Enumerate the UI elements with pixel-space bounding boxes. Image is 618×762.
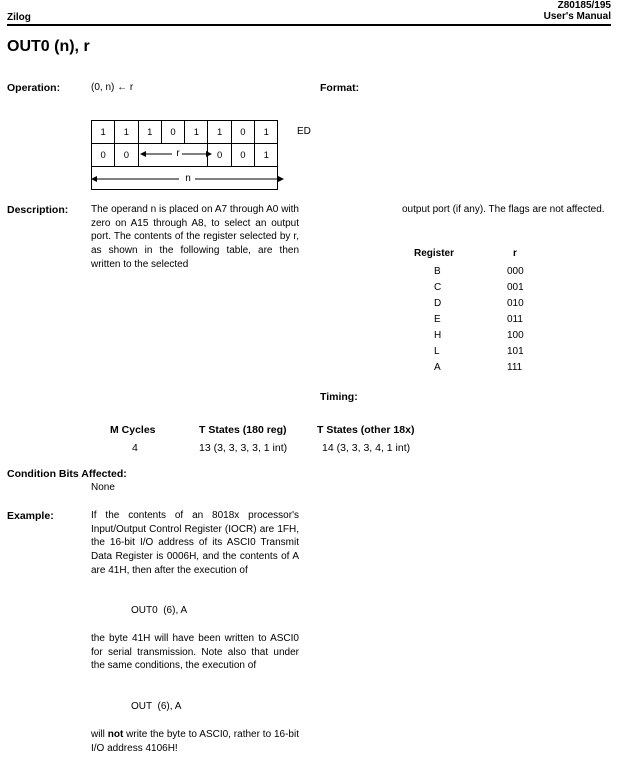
register-code: 000 bbox=[507, 266, 524, 277]
bit-cell: 1 bbox=[185, 121, 208, 144]
page-title: OUT0 (n), r bbox=[7, 38, 90, 55]
bit-cell: 0 bbox=[115, 144, 138, 167]
register-name: H bbox=[434, 330, 442, 341]
timing-label: Timing: bbox=[320, 391, 358, 403]
description-label: Description: bbox=[7, 204, 69, 216]
register-code: 011 bbox=[507, 314, 523, 325]
timing-value-mcycles: 4 bbox=[132, 442, 138, 454]
register-name: B bbox=[434, 266, 441, 277]
register-name: L bbox=[434, 346, 440, 357]
register-code: 100 bbox=[507, 330, 524, 341]
timing-header-mcycles: M Cycles bbox=[110, 424, 156, 436]
bit-cell: 1 bbox=[208, 121, 231, 144]
bit-cell: 1 bbox=[92, 121, 115, 144]
condition-bits-label: Condition Bits Affected: bbox=[7, 468, 127, 480]
example-paragraph-3-post: write the byte to ASCI0, rather to 16-bit I/O address 4106H! bbox=[91, 729, 299, 754]
register-name: A bbox=[434, 362, 441, 373]
example-paragraph-3-pre: will bbox=[91, 729, 108, 740]
description-text-col1: The operand n is placed on A7 through A0 with zero on A15 through A8, to select an output port. The contents of the register selected by r, as shown in the following table, are then written to the selected bbox=[91, 204, 299, 270]
bit-cell: 0 bbox=[231, 144, 254, 167]
header-brand: Zilog bbox=[7, 12, 31, 23]
register-code: 101 bbox=[507, 346, 524, 357]
bit-cell: 1 bbox=[255, 121, 278, 144]
n-field-label: n bbox=[185, 173, 191, 184]
bit-cell: 0 bbox=[231, 121, 254, 144]
format-label: Format: bbox=[320, 82, 360, 94]
register-name: D bbox=[434, 298, 442, 309]
operation-label: Operation: bbox=[7, 82, 61, 94]
timing-value-other: 14 (3, 3, 3, 4, 1 int) bbox=[322, 442, 411, 454]
condition-bits-value: None bbox=[91, 482, 115, 493]
bit-cell: 0 bbox=[92, 144, 115, 167]
timing-header-180: T States (180 reg) bbox=[199, 424, 287, 436]
register-table-header-r: r bbox=[513, 248, 517, 259]
register-code: 010 bbox=[507, 298, 524, 309]
opcode-row-1 bbox=[92, 121, 278, 144]
example-paragraph-3 bbox=[91, 728, 299, 755]
header-doc-id: Z80185/195 bbox=[557, 0, 611, 11]
example-paragraph-1: If the contents of an 8018x processor's Input/Output Control Register (IOCR) are 1FH, the 16-bit I/O address of its ASCI0 Transmit Data Register is 0006H, and the contents of A are 41H, then after the execution of bbox=[91, 510, 299, 576]
description-text-col2: output port (if any). The flags are not affected. bbox=[402, 204, 605, 215]
example-paragraph-3-emphasis: not bbox=[107, 729, 124, 740]
bit-cell: 1 bbox=[255, 144, 278, 167]
register-code: 001 bbox=[507, 282, 524, 293]
register-name: C bbox=[434, 282, 442, 293]
header-rule bbox=[7, 24, 611, 26]
example-label: Example: bbox=[7, 510, 54, 522]
example-code-1: OUT0 (6), A bbox=[131, 605, 188, 616]
r-field-label: r bbox=[176, 148, 180, 159]
header-manual: User's Manual bbox=[543, 11, 611, 22]
register-name: E bbox=[434, 314, 441, 325]
register-code: 111 bbox=[507, 362, 523, 373]
example-code-2: OUT (6), A bbox=[131, 701, 182, 712]
operation-text: (0, n) ← r bbox=[91, 82, 134, 93]
bit-cell: 1 bbox=[138, 121, 161, 144]
bit-cell: 0 bbox=[208, 144, 231, 167]
bit-cell: 1 bbox=[115, 121, 138, 144]
opcode-prefix: ED bbox=[297, 126, 311, 137]
timing-value-180: 13 (3, 3, 3, 3, 1 int) bbox=[199, 442, 288, 454]
example-paragraph-2: the byte 41H will have been written to ASCI0 for serial transmission. Note also that under the same conditions, the execution of bbox=[91, 633, 299, 672]
bit-cell: 0 bbox=[161, 121, 184, 144]
register-table-header-register: Register bbox=[414, 248, 455, 259]
header-doc-title bbox=[544, 0, 611, 22]
timing-header-other: T States (other 18x) bbox=[317, 424, 415, 436]
